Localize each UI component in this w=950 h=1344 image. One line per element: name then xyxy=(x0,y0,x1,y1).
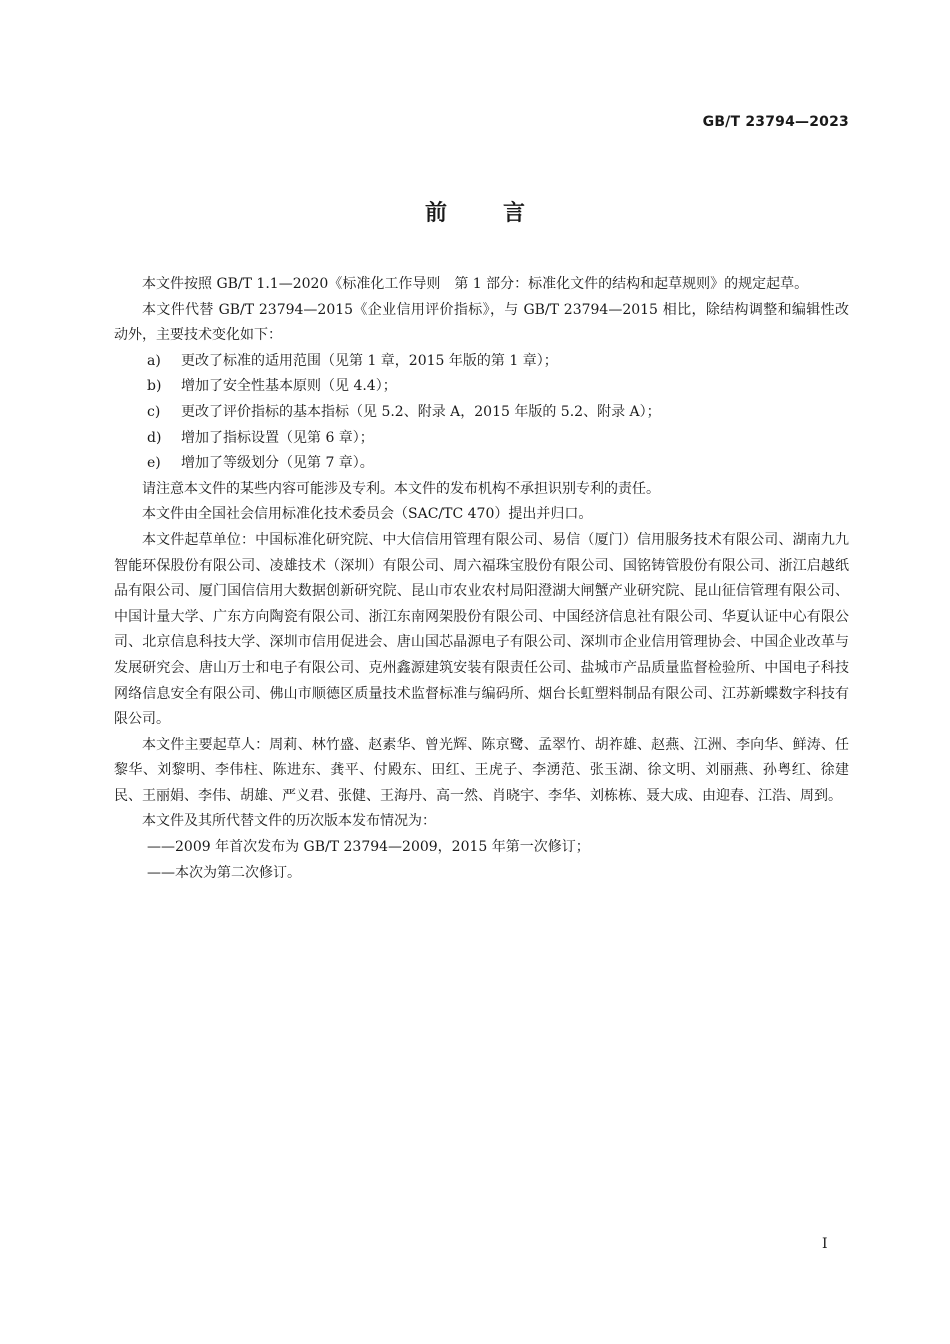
list-item xyxy=(114,349,849,375)
page-number: I xyxy=(822,1236,828,1252)
list-item-text: 增加了等级划分（见第 7 章）。 xyxy=(181,455,374,472)
paragraph-drafters: 本文件主要起草人：周莉、林竹盛、赵素华、曾光辉、陈京鹭、孟翠竹、胡祚雄、赵燕、江洲、李向华、鲜涛、任黎华、刘黎明、李伟柱、陈进东、龚平、付殿东、田红、王虎子、李湧范、张玉湖、徐文明、刘丽燕、孙粤红、徐建民、王丽娟、李伟、胡雄、严义君、张健、王海丹、高一然、肖晓宇、李华、刘栋栋、聂大成、由迎春、江浩、周到。 xyxy=(114,736,849,804)
list-item xyxy=(114,426,849,452)
paragraph-version-history: 本文件及其所代替文件的历次版本发布情况为： xyxy=(142,813,436,830)
list-item-text: 增加了指标设置（见第 6 章）； xyxy=(181,429,374,446)
paragraph-drafting-rules: 本文件按照 GB/T 1.1—2020《标准化工作导则 第 1 部分：标准化文件的结构和起草规则》的规定起草。 xyxy=(142,276,809,292)
standard-number: GB/T 23794—2023 xyxy=(702,114,849,130)
version-history-item: ——本次为第二次修订。 xyxy=(147,864,301,881)
page-title: 前言 xyxy=(424,201,581,226)
list-item-label: a) xyxy=(147,352,161,369)
version-history-item: ——2009 年首次发布为 GB/T 23794—2009，2015 年第一次修订； xyxy=(147,839,590,856)
list-item-label: c) xyxy=(147,403,161,420)
paragraph-proposer: 本文件由全国社会信用标准化技术委员会（SAC/TC 470）提出并归口。 xyxy=(142,506,593,523)
list-item-label: d) xyxy=(147,429,162,446)
list-item-text: 更改了标准的适用范围（见第 1 章，2015 年版的第 1 章）； xyxy=(181,352,558,369)
paragraph-drafting-organizations: 本文件起草单位：中国标准化研究院、中大信信用管理有限公司、易信（厦门）信用服务技术有限公司、湖南九九智能环保股份有限公司、凌雄技术（深圳）有限公司、周六福珠宝股份有限公司、国铭铸管股份有限公司、浙江启越纸品有限公司、厦门国信信用大数据创新研究院、昆山市农业农村局阳澄湖大闸蟹产业研究院、昆山征信管理有限公司、中国计量大学、广东方向陶瓷有限公司、浙江东南网架股份有限公司、中国经济信息社有限公司、华夏认证中心有限公司、北京信息科技大学、深圳市信用促进会、唐山国芯晶源电子有限公司、深圳市企业信用管理协会、中国企业改革与发展研究会、唐山万士和电子有限公司、克州鑫源建筑安装有限责任公司、盐城市产品质量监督检验所、中国电子科技网络信息安全有限公司、佛山市顺德区质量技术监督标准与编码所、烟台长虹塑料制品有限公司、江苏新蝶数字科技有限公司。 xyxy=(114,531,849,728)
list-item xyxy=(114,374,849,400)
list-item-label: e) xyxy=(147,455,161,472)
paragraph-patent-notice: 请注意本文件的某些内容可能涉及专利。本文件的发布机构不承担识别专利的责任。 xyxy=(142,480,660,497)
list-item-label: b) xyxy=(147,378,162,395)
list-item xyxy=(114,451,849,477)
list-item-text: 增加了安全性基本原则（见 4.4）； xyxy=(181,378,397,395)
list-item-text: 更改了评价指标的基本指标（见 5.2、附录 A，2015 年版的 5.2、附录 A）； xyxy=(181,403,661,420)
list-item xyxy=(114,400,849,426)
paragraph-replacement: 本文件代替 GB/T 23794—2015《企业信用评价指标》，与 GB/T 23794—2015 相比，除结构调整和编辑性改动外，主要技术变化如下： xyxy=(114,301,849,344)
document-body xyxy=(114,272,849,886)
